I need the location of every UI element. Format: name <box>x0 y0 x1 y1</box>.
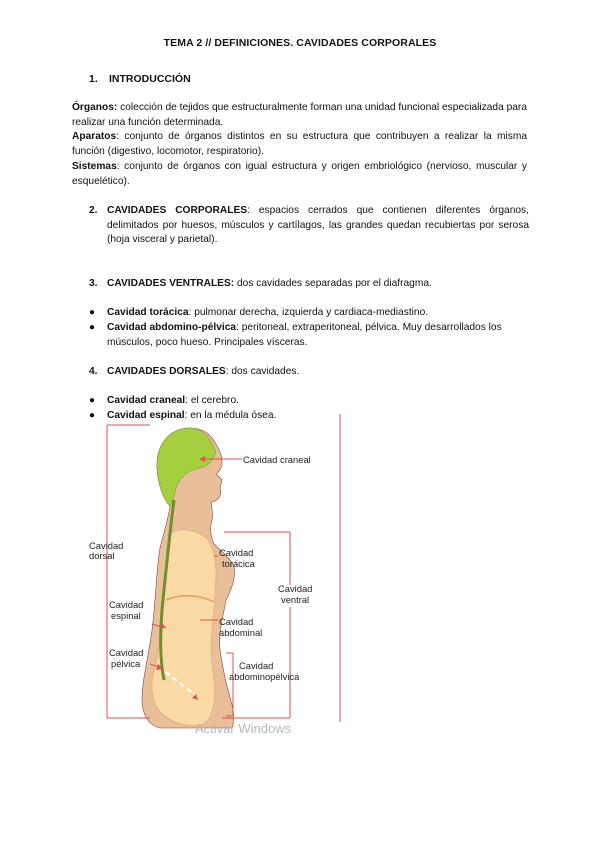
definition-aparatos <box>72 130 527 159</box>
label-cavidad-espinal-1: Cavidad <box>109 599 144 610</box>
definition-text: colección de tejidos que estructuralmente forman una unidad funcional especializada para realizar una función determinada. <box>72 102 527 128</box>
bullet-dot-icon: ● <box>89 322 96 333</box>
bullet-cavidad-toracica <box>89 306 529 321</box>
section-4-number: 4. <box>89 366 98 377</box>
body-cavities-diagram <box>85 413 355 738</box>
label-cavidad-espinal-2: espinal <box>111 610 141 621</box>
definition-term: Sistemas <box>72 161 117 172</box>
section-4-text: : dos cavidades. <box>225 366 300 377</box>
bullet-text: : en la médula ósea. <box>184 410 277 421</box>
definition-text: : conjunto de órganos con igual estructura y origen embriológico (nervioso, muscular y esquelético). <box>72 161 527 187</box>
label-cavidad-ventral-2: ventral <box>281 594 310 605</box>
label-cavidad-toracica-1: Cavidad <box>219 547 254 558</box>
section-1-heading <box>89 73 191 85</box>
definition-sistemas <box>72 160 527 189</box>
bullet-term: Cavidad craneal <box>107 395 186 406</box>
label-cavidad-craneal: Cavidad craneal <box>243 454 311 465</box>
section-3-term: CAVIDADES VENTRALES: <box>107 278 235 289</box>
label-cavidad-abdominal-2: abdominal <box>219 627 263 638</box>
section-3 <box>89 277 529 292</box>
bullet-text: : pulmonar derecha, izquierda y cardiaca-mediastino. <box>188 307 429 318</box>
section-3-number: 3. <box>89 278 98 289</box>
section-1-title: INTRODUCCIÓN <box>109 73 191 85</box>
label-cavidad-dorsal-2: dorsal <box>89 550 115 561</box>
definition-organos <box>72 101 527 130</box>
bullet-dot-icon: ● <box>89 395 96 406</box>
section-2-term: CAVIDADES CORPORALES <box>107 205 248 216</box>
section-2-text: : espacios cerrados que contienen diferentes órganos, delimitados por huesos, músculos y cartílagos, las grandes quedan recubiertas por serosa (hoja visceral y parietal). <box>107 205 529 246</box>
label-cavidad-toracica-2: torácica <box>222 558 255 569</box>
bullet-cavidad-abdomino-pelvica <box>89 321 529 350</box>
section-4 <box>89 365 529 380</box>
bullet-term: Cavidad abdomino-pélvica <box>107 322 237 333</box>
definition-term: Órganos: <box>72 102 118 113</box>
definition-text: : conjunto de órganos distintos en su estructura que contribuyen a realizar la misma función (digestivo, locomotor, respiratorio). <box>72 131 527 157</box>
section-1-number: 1. <box>89 73 98 85</box>
bullet-text: : peritoneal, extraperitoneal, pélvica. Muy desarrollados los músculos, poco hueso. Principales vísceras. <box>107 322 502 348</box>
label-cavidad-abdominal-1: Cavidad <box>219 616 254 627</box>
bullet-term: Cavidad espinal <box>107 410 185 421</box>
section-3-text: dos cavidades separadas por el diafragma. <box>234 278 432 289</box>
page-title: TEMA 2 // DEFINICIONES. CAVIDADES CORPORALES <box>163 37 437 49</box>
section-2-number: 2. <box>89 205 98 216</box>
label-cavidad-abdominopelvica-2: abdominopélvica <box>229 671 300 682</box>
bullet-dot-icon: ● <box>89 307 96 318</box>
bullet-text: : el cerebro. <box>185 395 239 406</box>
bullet-dot-icon: ● <box>89 410 96 421</box>
label-cavidad-pelvica-1: Cavidad <box>109 647 144 658</box>
label-cavidad-ventral-1: Cavidad <box>278 583 313 594</box>
label-cavidad-pelvica-2: pélvica <box>111 658 141 669</box>
definition-term: Aparatos <box>72 131 117 142</box>
bullet-term: Cavidad torácica <box>107 307 189 318</box>
label-cavidad-dorsal-1: Cavidad <box>89 540 124 551</box>
label-cavidad-abdominopelvica-1: Cavidad <box>239 660 274 671</box>
section-4-term: CAVIDADES DORSALES <box>107 366 226 377</box>
activate-windows-watermark: Activar Windows <box>195 721 292 736</box>
bullet-cavidad-craneal <box>89 394 529 409</box>
section-2 <box>89 204 529 248</box>
